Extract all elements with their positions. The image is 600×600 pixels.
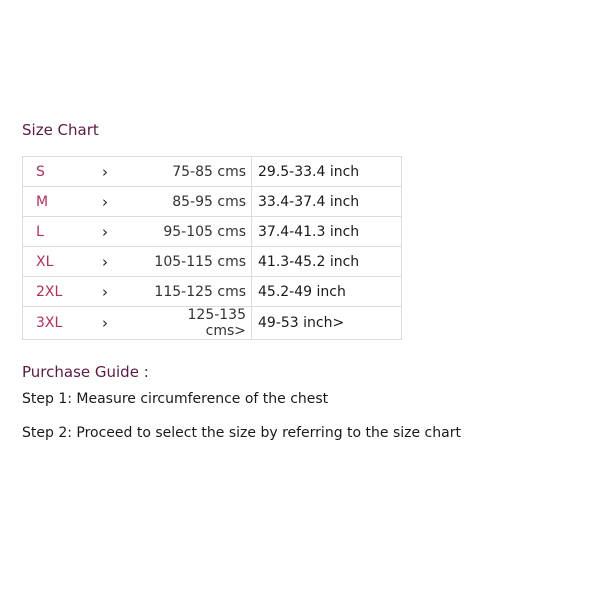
inch-range: 41.3-45.2 inch [252, 247, 402, 277]
size-label: L [23, 217, 103, 247]
inch-range: 33.4-37.4 inch [252, 187, 402, 217]
table-row [23, 187, 402, 217]
table-row [23, 157, 402, 187]
cms-range: 115-125 cms [146, 277, 252, 307]
size-label: XL [23, 247, 103, 277]
table-row [23, 277, 402, 307]
size-label: S [23, 157, 103, 187]
chevron-right-icon: › [102, 157, 146, 187]
purchase-guide-title: Purchase Guide : [22, 363, 149, 381]
inch-range: 29.5-33.4 inch [252, 157, 402, 187]
step-2-text: Step 2: Proceed to select the size by referring to the size chart [22, 425, 461, 441]
table-row [23, 307, 402, 340]
table-row [23, 217, 402, 247]
size-chart-table [22, 156, 402, 340]
step-1-text: Step 1: Measure circumference of the chest [22, 391, 329, 407]
size-label: 2XL [23, 277, 103, 307]
size-label: M [23, 187, 103, 217]
cms-range: 95-105 cms [146, 217, 252, 247]
inch-range: 45.2-49 inch [252, 277, 402, 307]
chevron-right-icon: › [102, 217, 146, 247]
chevron-right-icon: › [102, 277, 146, 307]
chevron-right-icon: › [102, 187, 146, 217]
chevron-right-icon: › [102, 307, 146, 340]
inch-range: 37.4-41.3 inch [252, 217, 402, 247]
chevron-right-icon: › [102, 247, 146, 277]
size-label: 3XL [23, 307, 103, 340]
size-chart-title: Size Chart [22, 121, 99, 139]
cms-range: 75-85 cms [146, 157, 252, 187]
cms-range: 105-115 cms [146, 247, 252, 277]
cms-range: 85-95 cms [146, 187, 252, 217]
table-row [23, 247, 402, 277]
cms-range: 125-135 cms> [146, 307, 252, 340]
inch-range: 49-53 inch> [252, 307, 402, 340]
